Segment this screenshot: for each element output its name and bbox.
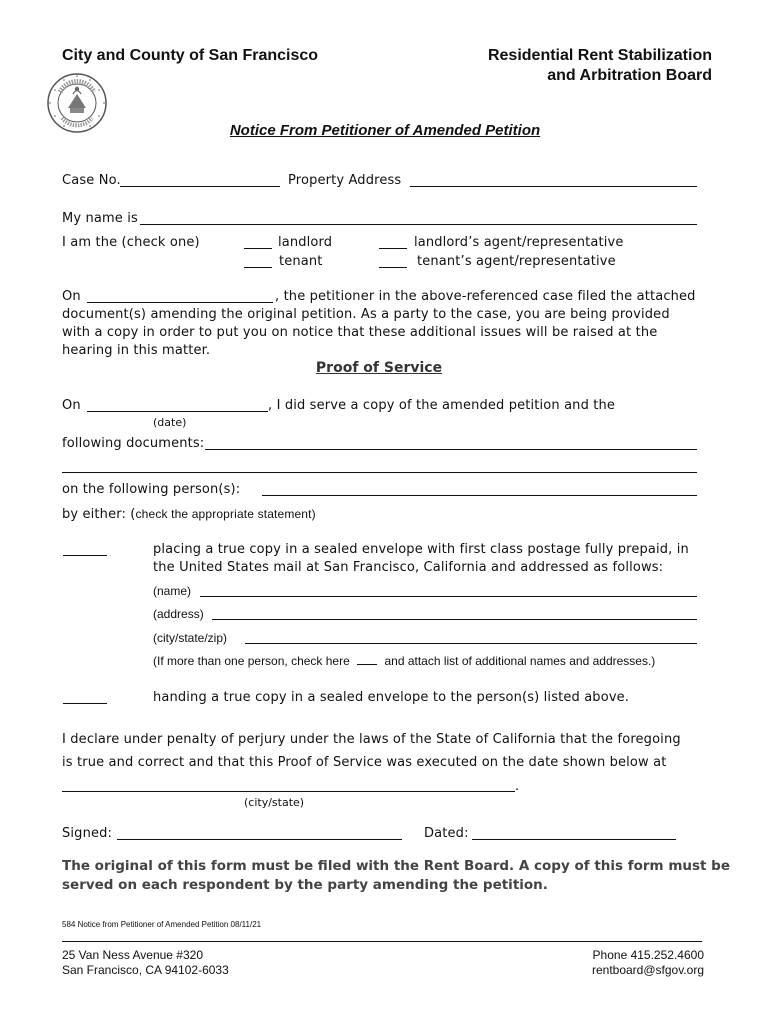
more-persons-note-a: (If more than one person, check here xyxy=(153,654,350,668)
mail-option-line2: the United States mail at San Francisco, California and addressed as follows: xyxy=(153,560,664,575)
case-no-label: Case No. xyxy=(62,173,121,188)
footer-email[interactable]: rentboard@sfgov.org xyxy=(591,963,704,977)
signed-label: Signed: xyxy=(62,826,113,841)
footer-address-line2: San Francisco, CA 94102-6033 xyxy=(62,963,229,977)
declaration-period: . xyxy=(515,779,520,794)
case-no-field[interactable] xyxy=(120,186,280,187)
tenant-label: tenant xyxy=(279,254,323,269)
notice-line4: hearing in this matter. xyxy=(62,343,211,358)
my-name-field[interactable] xyxy=(140,224,697,225)
dated-label: Dated: xyxy=(424,826,469,841)
recipient-address-label: (address) xyxy=(153,607,204,621)
city-state-caption: (city/state) xyxy=(244,796,305,809)
property-address-label: Property Address xyxy=(288,173,402,188)
footer-divider xyxy=(62,941,702,942)
property-address-field[interactable] xyxy=(410,186,697,187)
board-name-line2: and Arbitration Board xyxy=(547,67,712,84)
footer-phone: Phone 415.252.4600 xyxy=(592,948,704,962)
by-either-instruction: check the appropriate statement) xyxy=(135,507,316,521)
persons-field[interactable] xyxy=(262,495,697,496)
signed-date-field[interactable] xyxy=(472,839,676,840)
more-persons-note xyxy=(153,654,655,668)
recipient-address-field[interactable] xyxy=(212,619,697,620)
recipient-city-label: (city/state/zip) xyxy=(153,631,228,645)
proof-of-service-heading: Proof of Service xyxy=(315,360,443,376)
hand-option-text: handing a true copy in a sealed envelope to the person(s) listed above. xyxy=(153,690,630,705)
declaration-line2: is true and correct and that this Proof of Service was executed on the date shown below at xyxy=(62,755,667,770)
date-caption: (date) xyxy=(153,416,187,429)
more-persons-note-b: and attach list of additional names and addresses.) xyxy=(384,654,656,668)
recipient-name-field[interactable] xyxy=(200,596,697,597)
board-name-line1: Residential Rent Stabilization xyxy=(487,47,712,64)
signature-field[interactable] xyxy=(117,839,402,840)
mail-option-checkbox[interactable] xyxy=(63,555,107,556)
documents-label: following documents: xyxy=(62,436,205,451)
notice-on-label: On xyxy=(62,289,81,304)
footer-address-line1: 25 Van Ness Avenue #320 xyxy=(62,948,203,962)
more-persons-checkbox[interactable] xyxy=(357,664,377,665)
documents-field-2[interactable] xyxy=(62,472,697,473)
service-on-label: On xyxy=(62,398,81,413)
form-id: 584 Notice from Petitioner of Amended Petition 08/11/21 xyxy=(62,920,262,929)
landlord-checkbox[interactable] xyxy=(244,248,272,249)
service-line: , I did serve a copy of the amended petition and the xyxy=(268,398,616,413)
landlord-agent-checkbox[interactable] xyxy=(379,248,407,249)
filing-notice-line2: served on each respondent by the party amending the petition. xyxy=(62,877,548,893)
landlord-agent-label: landlord’s agent/representative xyxy=(414,235,624,250)
persons-label: on the following person(s): xyxy=(62,482,241,497)
notice-line2: document(s) amending the original petition. As a party to the case, you are being provided xyxy=(62,307,670,322)
agency-name: City and County of San Francisco xyxy=(62,47,319,64)
mail-option-line1: placing a true copy in a sealed envelope with first class postage fully prepaid, in xyxy=(153,542,689,557)
by-either-label xyxy=(62,507,316,522)
declaration-line1: I declare under penalty of perjury under the laws of the State of California that the foregoing xyxy=(62,732,681,747)
recipient-name-label: (name) xyxy=(153,584,192,598)
landlord-label: landlord xyxy=(278,235,333,250)
tenant-checkbox[interactable] xyxy=(244,267,272,268)
notice-line1: , the petitioner in the above-referenced case filed the attached xyxy=(275,289,696,304)
notice-line3: with a copy in order to put you on notice that these additional issues will be raised at the xyxy=(62,325,658,340)
my-name-label: My name is xyxy=(62,211,138,226)
tenant-agent-checkbox[interactable] xyxy=(379,267,407,268)
service-date-field[interactable] xyxy=(87,411,268,412)
role-label: I am the (check one) xyxy=(62,235,200,250)
documents-field-1[interactable] xyxy=(205,449,697,450)
recipient-city-field[interactable] xyxy=(245,643,697,644)
execution-place-field[interactable] xyxy=(62,791,515,792)
filing-date-field[interactable] xyxy=(87,302,273,303)
hand-option-checkbox[interactable] xyxy=(63,703,107,704)
form-title: Notice From Petitioner of Amended Petition xyxy=(229,122,541,139)
filing-notice-line1: The original of this form must be filed with the Rent Board. A copy of this form must be xyxy=(62,858,731,874)
by-either-text: by either: ( xyxy=(62,507,136,522)
tenant-agent-label: tenant’s agent/representative xyxy=(417,254,616,269)
